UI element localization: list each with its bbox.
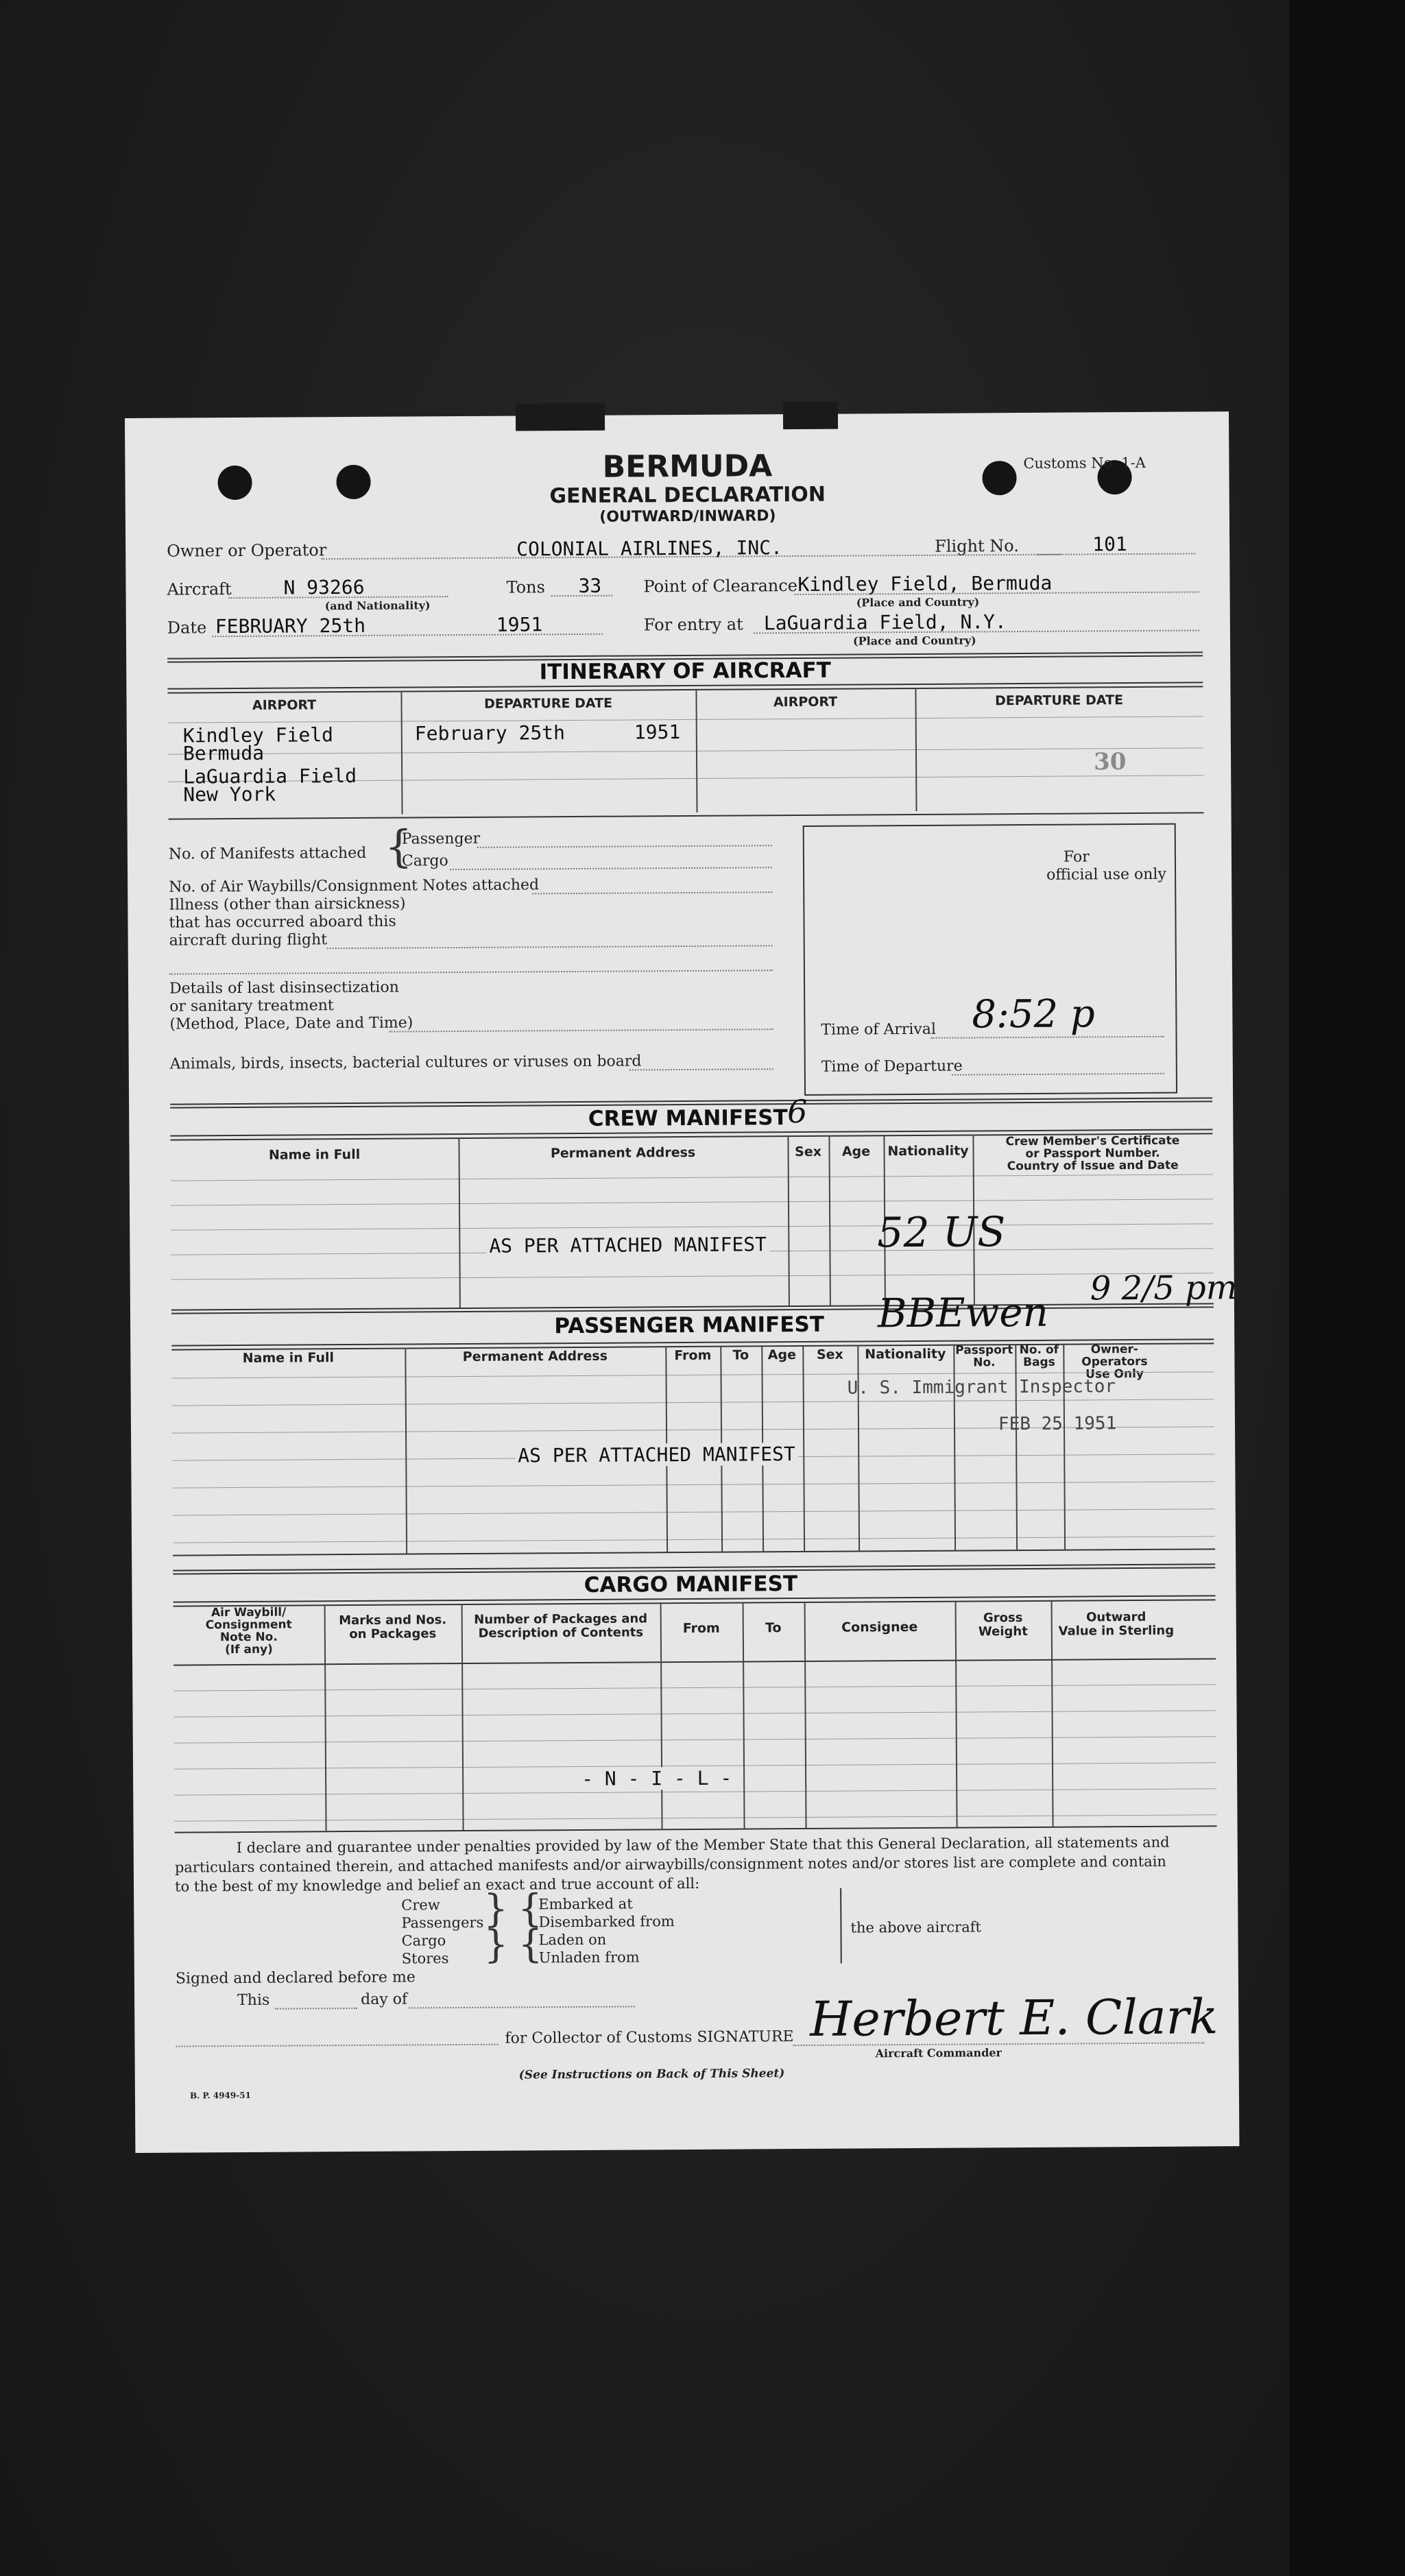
punch-hole [982, 461, 1016, 495]
this-label: This [237, 1991, 270, 2010]
signature-label: SIGNATURE [697, 2028, 794, 2046]
passenger-col-passport-line-1: Passport [955, 1343, 1013, 1358]
clearance-value: Kindley Field, Bermuda [797, 571, 1053, 597]
itinerary-airport-2-city: New York [183, 782, 276, 806]
declaration-item-crew: Crew [401, 1897, 440, 1914]
cargo-col-gross-line-1: Gross [983, 1611, 1023, 1626]
immigration-stamp-date: FEB 25 1951 [998, 1413, 1117, 1435]
tons-label: Tons [506, 577, 545, 597]
crew-col-certificate-line-1: Crew Member's Certificate [1005, 1133, 1180, 1149]
itinerary-title: ITINERARY OF AIRCRAFT [539, 658, 832, 685]
itinerary-col-airport: AIRPORT [252, 697, 317, 713]
arrival-label: Time of Arrival [821, 1020, 937, 1039]
itinerary-airport-1: Kindley Field [182, 723, 334, 747]
declaration-brace-3: { [518, 1886, 543, 1931]
declaration-action-embarked: Embarked at [538, 1895, 633, 1913]
crew-body: AS PER ATTACHED MANIFEST [486, 1233, 769, 1257]
date-label: Date [167, 618, 207, 638]
passenger-col-sex: Sex [816, 1347, 843, 1362]
crew-col-nationality: Nationality [887, 1143, 969, 1159]
crew-col-age: Age [841, 1144, 871, 1159]
flight-value: 101 [1092, 533, 1127, 556]
crew-col-address: Permanent Address [550, 1144, 696, 1161]
passenger-col-address: Permanent Address [462, 1348, 608, 1365]
scan-dark-edge [1289, 0, 1405, 2576]
entry-value: LaGuardia Field, N.Y. [763, 610, 1007, 635]
aircraft-label: Aircraft [167, 579, 232, 599]
cargo-col-marks-line-2: on Packages [349, 1626, 437, 1642]
torn-tab-left [516, 403, 605, 431]
itinerary-col-departure: DEPARTURE DATE [484, 695, 613, 712]
disinsect-label-2: or sanitary treatment [169, 997, 334, 1015]
torn-tab-right [783, 402, 838, 429]
manifests-label: No. of Manifests attached [168, 844, 367, 863]
illness-label-2: that has occurred aboard this [169, 913, 396, 932]
manifest-cargo-label: Cargo [401, 852, 448, 870]
aircraft-value: N 93266 [283, 575, 365, 599]
manifest-passenger-label: Passenger [401, 830, 481, 848]
passenger-col-name: Name in Full [242, 1350, 335, 1366]
passenger-col-nationality: Nationality [865, 1346, 946, 1362]
signed-label: Signed and declared before me [175, 1969, 416, 1988]
passenger-col-from: From [674, 1347, 712, 1364]
disinsect-label-1: Details of last disinsectization [169, 978, 399, 998]
form-number: B. P. 4949-51 [189, 2090, 251, 2101]
form-direction: (OUTWARD/INWARD) [599, 507, 776, 526]
cargo-col-gross-line-2: Weight [978, 1624, 1028, 1639]
tons-value: 33 [578, 574, 602, 597]
date-value: FEBRUARY 25th [215, 614, 366, 638]
itinerary-departure-year: 1951 [634, 721, 681, 744]
declaration-items [401, 1896, 484, 1968]
passenger-col-age: Age [767, 1347, 797, 1363]
official-label-2: official use only [1046, 865, 1166, 884]
declaration-aircraft: the above aircraft [850, 1918, 981, 1936]
cargo-col-to: To [765, 1620, 782, 1636]
clearance-note: (Place and Country) [856, 595, 980, 610]
declaration-item-passengers: Passengers [401, 1914, 484, 1931]
declaration-bracket [840, 1888, 844, 1964]
manifests-brace: { [384, 821, 413, 873]
cargo-col-packages-line-1: Number of Packages and [474, 1611, 648, 1627]
cargo-col-packages [461, 1612, 660, 1641]
disinsect-label-3: (Method, Place, Date and Time) [169, 1014, 413, 1033]
cargo-body: - N - I - L - [579, 1767, 734, 1790]
itinerary-mark: 30 [1093, 748, 1127, 776]
cargo-col-waybill [173, 1606, 324, 1656]
cargo-col-waybill-line-4: (If any) [224, 1642, 273, 1657]
cargo-col-waybill-line-1: Air Waybill/ [211, 1605, 287, 1620]
declaration-line-1: I declare and guarantee under penalties provided by law of the Member State that this General Declaration, all statements and [236, 1833, 1170, 1857]
cargo-col-waybill-line-3: Note No. [219, 1630, 278, 1645]
owner-value: COLONIAL AIRLINES, INC. [516, 536, 783, 561]
commander-label: Aircraft Commander [875, 2046, 1002, 2060]
cargo-title: CARGO MANIFEST [584, 1572, 798, 1598]
cargo-col-value-line-2: Value in Sterling [1058, 1623, 1175, 1639]
crew-col-certificate-line-3: Country of Issue and Date [1007, 1158, 1179, 1174]
entry-label: For entry at [643, 614, 743, 635]
illness-label-3: aircraft during flight [169, 931, 328, 950]
cargo-col-waybill-line-2: Consignment [205, 1617, 292, 1633]
declaration-action-unladen: Unladen from [538, 1949, 640, 1966]
arrival-value: 8:52 p [972, 991, 1095, 1037]
passenger-body: AS PER ATTACHED MANIFEST [515, 1443, 798, 1467]
crew-col-sex: Sex [795, 1144, 822, 1160]
cargo-col-from: From [682, 1620, 720, 1637]
declaration-actions [538, 1894, 675, 1966]
passenger-title: PASSENGER MANIFEST [554, 1312, 825, 1339]
crew-col-certificate-line-2: or Passport Number. [1025, 1146, 1160, 1161]
itinerary-airport-1-country: Bermuda [182, 741, 265, 765]
declaration-brace-1: } [483, 1886, 509, 1931]
cargo-col-gross [955, 1611, 1051, 1639]
crew-title: CREW MANIFEST [588, 1105, 788, 1131]
declaration-form [125, 411, 1239, 2153]
passenger-col-to: To [732, 1347, 749, 1363]
aircraft-note: (and Nationality) [324, 599, 431, 613]
illness-label-1: Illness (other than airsickness) [169, 895, 406, 914]
itinerary-col-airport-2: AIRPORT [773, 694, 838, 710]
owner-label: Owner or Operator [167, 540, 327, 561]
entry-note: (Place and Country) [852, 634, 976, 648]
waybills-label: No. of Air Waybills/Consignment Notes attached [169, 876, 540, 896]
crew-col-name: Name in Full [268, 1146, 361, 1163]
cargo-col-marks-line-1: Marks and Nos. [339, 1613, 447, 1628]
cargo-col-packages-line-2: Description of Contents [478, 1625, 644, 1641]
punch-hole [217, 466, 252, 500]
cargo-col-value [1051, 1611, 1181, 1639]
immigration-stamp-title: U. S. Immigrant Inspector [847, 1376, 1116, 1399]
departure-time-label: Time of Departure [821, 1057, 963, 1076]
crew-handwritten-count: 52 US [877, 1208, 1006, 1257]
clearance-label: Point of Clearance [643, 576, 798, 597]
itinerary-departure-date: February 25th [414, 721, 566, 745]
instructions-note: (See Instructions on Back of This Sheet) [518, 2067, 785, 2082]
official-label-1: For [1063, 848, 1090, 866]
crew-col-certificate [972, 1134, 1212, 1172]
passenger-col-passport [953, 1344, 1015, 1369]
itinerary-col-departure-2: DEPARTURE DATE [994, 693, 1124, 709]
flight-label: Flight No. [935, 536, 1020, 556]
declaration-item-cargo: Cargo [401, 1932, 446, 1949]
cargo-col-marks [324, 1613, 461, 1641]
declaration-action-disembarked: Disembarked from [538, 1913, 675, 1931]
declaration-line-3: to the best of my knowledge and belief an exact and true account of all: [175, 1875, 700, 1895]
passenger-col-bags-line-2: Bags [1023, 1355, 1055, 1370]
form-title: BERMUDA [602, 448, 773, 485]
commander-signature: Herbert E. Clark [810, 1988, 1218, 2047]
passenger-col-owner-line-1: Owner-Operators [1081, 1342, 1148, 1369]
passenger-col-owner-line-2: Use Only [1085, 1367, 1144, 1382]
declaration-action-laden: Laden on [538, 1931, 607, 1949]
declaration-line-2: particulars contained therein, and attached manifests and/or airwaybills/consignment notes and/or stores list are complete and contain [174, 1853, 1166, 1876]
official-use-box [803, 823, 1177, 1096]
year-value: 1951 [496, 613, 543, 636]
passenger-col-passport-line-2: No. [973, 1356, 996, 1370]
cargo-col-consignee: Consignee [841, 1619, 918, 1635]
crew-mark: 6 [787, 1092, 808, 1131]
customs-number: Customs No. 1-A [1023, 454, 1146, 472]
collector-label: for Collector of Customs [505, 2028, 693, 2047]
declaration-brace-4: { [518, 1922, 543, 1967]
passenger-initials: BBEwen [877, 1288, 1049, 1337]
passenger-col-bags [1015, 1344, 1063, 1369]
itinerary-airport-2: LaGuardia Field [183, 764, 357, 789]
form-subtitle: GENERAL DECLARATION [549, 482, 826, 509]
day-label: day of [361, 1990, 408, 2008]
declaration-item-stores: Stores [401, 1950, 449, 1967]
punch-hole [336, 465, 370, 499]
cargo-col-value-line-1: Outward [1086, 1609, 1146, 1625]
declaration-brace-2: } [483, 1922, 509, 1967]
animals-label: Animals, birds, insects, bacterial cultures or viruses on board [169, 1052, 642, 1073]
passenger-time-note: 9 2/5 pm [1090, 1268, 1238, 1308]
passenger-col-owner [1063, 1343, 1166, 1381]
passenger-col-bags-line-1: No. of [1019, 1343, 1059, 1358]
